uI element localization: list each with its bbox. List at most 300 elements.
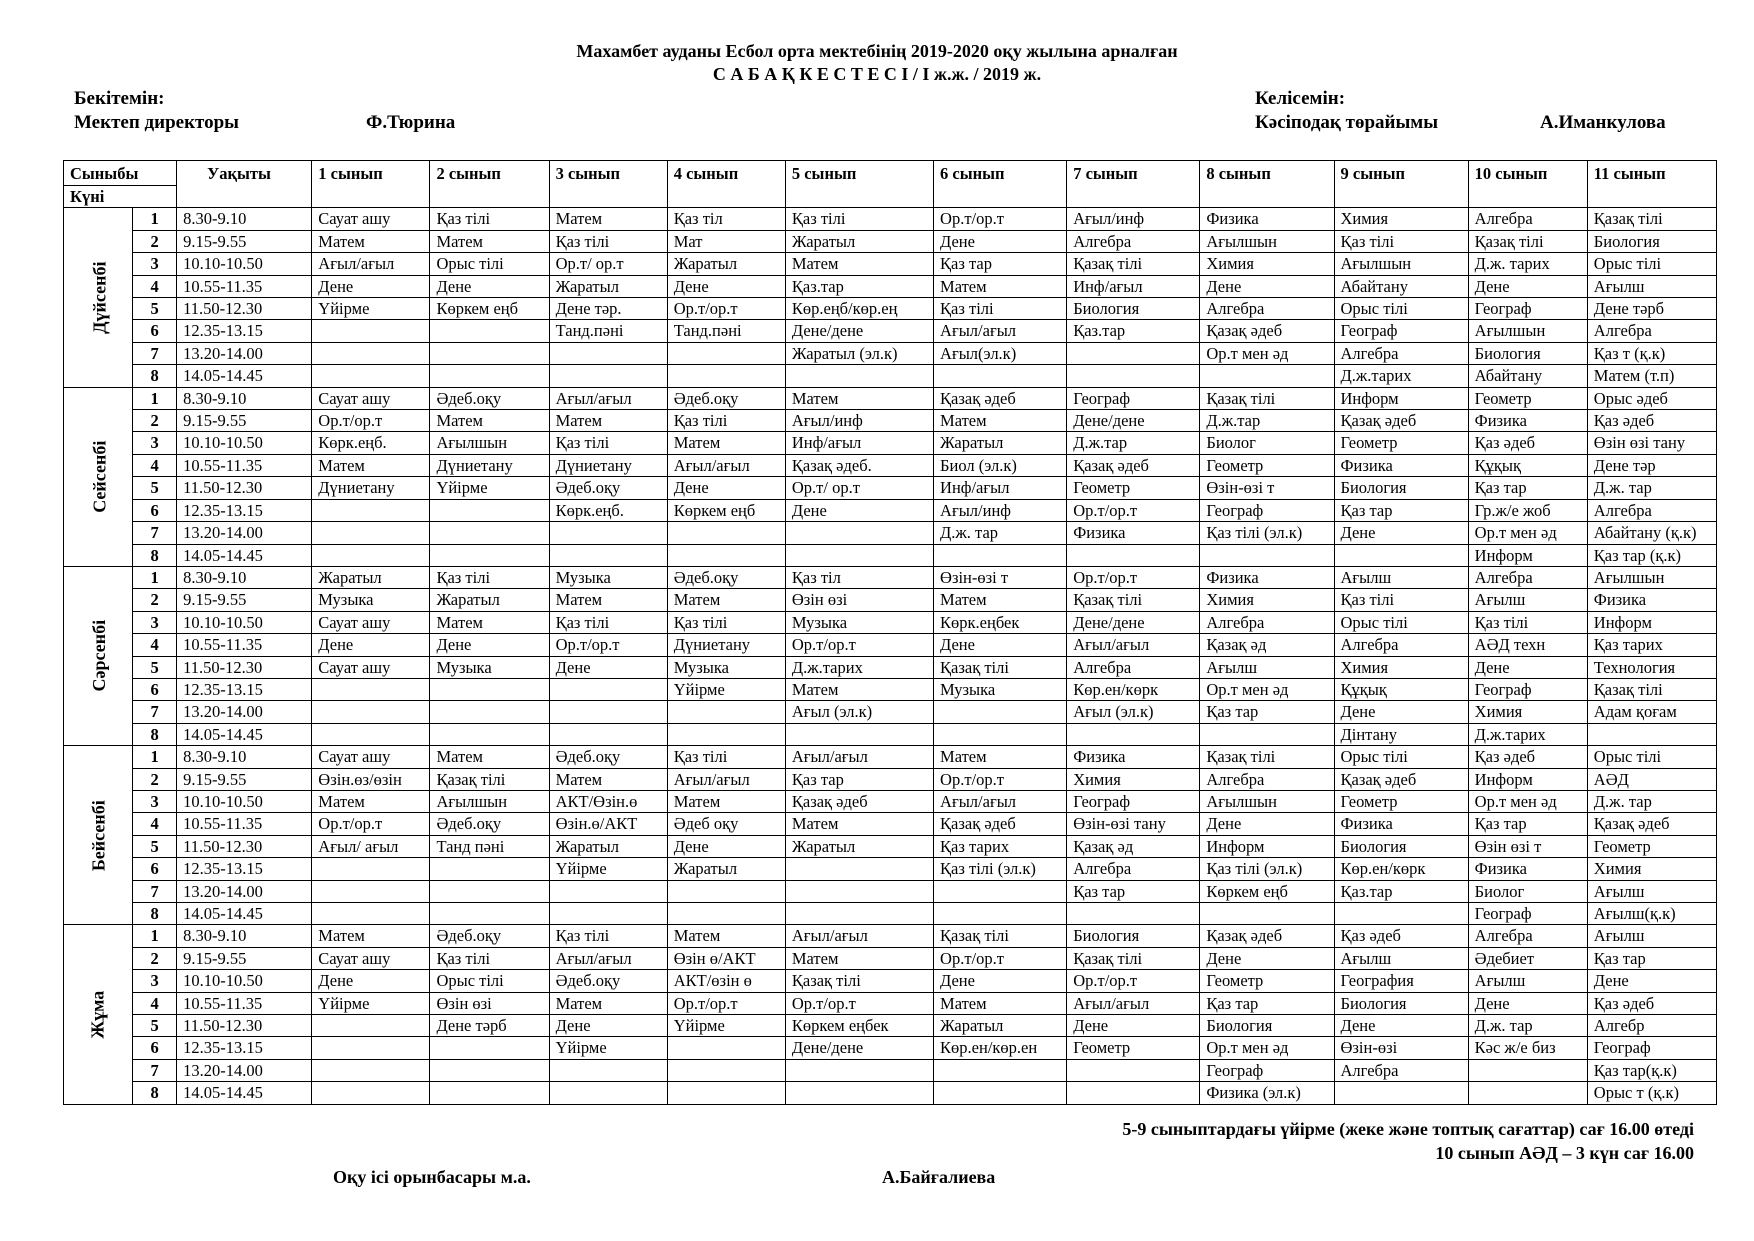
subject-cell: Дене bbox=[1587, 970, 1716, 992]
table-row bbox=[64, 947, 1717, 969]
subject-cell: Дене bbox=[785, 499, 933, 521]
subject-cell: Ағылш bbox=[1468, 970, 1587, 992]
subject-cell: Сауат ашу bbox=[312, 947, 430, 969]
subject-cell bbox=[312, 320, 430, 342]
subject-cell: Көр.ен/көрк bbox=[1067, 678, 1200, 700]
subject-cell bbox=[312, 1037, 430, 1059]
subject-cell: Ағылшын bbox=[1200, 230, 1334, 252]
subject-cell: Қазақ әд bbox=[1200, 634, 1334, 656]
subject-cell bbox=[667, 342, 785, 364]
subject-cell: Сауат ашу bbox=[312, 656, 430, 678]
lesson-time: 8.30-9.10 bbox=[177, 566, 312, 588]
subject-cell: Дене bbox=[1334, 1015, 1468, 1037]
table-row bbox=[64, 454, 1717, 476]
subject-cell bbox=[934, 903, 1067, 925]
lesson-number: 5 bbox=[133, 477, 177, 499]
subject-cell bbox=[1067, 365, 1200, 387]
table-row bbox=[64, 253, 1717, 275]
approval-role: Мектеп директоры bbox=[74, 112, 240, 133]
lesson-number: 3 bbox=[133, 432, 177, 454]
subject-cell: Ағыл/ағыл bbox=[549, 387, 667, 409]
subject-cell: Биология bbox=[1067, 925, 1200, 947]
subject-cell bbox=[1468, 1082, 1587, 1104]
subject-cell: Орыс тілі bbox=[430, 253, 549, 275]
subject-cell bbox=[934, 1059, 1067, 1081]
document-title-line-2: С А Б А Қ К Е С Т Е С І / І ж.ж. / 2019 ж. bbox=[712, 64, 1042, 84]
subject-cell: Қаз тар (қ.к) bbox=[1587, 544, 1716, 566]
subject-cell: Қазақ әдеб bbox=[1067, 454, 1200, 476]
signature-name: А.Байғалиева bbox=[882, 1167, 996, 1187]
day-name: Бейсенбі bbox=[88, 799, 109, 871]
subject-cell: Биология bbox=[1587, 230, 1716, 252]
table-row bbox=[64, 1015, 1717, 1037]
lesson-time: 12.35-13.15 bbox=[177, 320, 312, 342]
subject-cell: Ағыл/ағыл bbox=[785, 746, 933, 768]
lesson-number: 3 bbox=[133, 253, 177, 275]
subject-cell bbox=[549, 678, 667, 700]
subject-cell: Қаз тілі (эл.к) bbox=[934, 858, 1067, 880]
subject-cell: Географ bbox=[1334, 320, 1468, 342]
lesson-number: 7 bbox=[133, 701, 177, 723]
subject-cell: Қаз әдеб bbox=[1468, 432, 1587, 454]
subject-cell bbox=[549, 701, 667, 723]
subject-cell: Қаз тілі bbox=[1334, 589, 1468, 611]
subject-cell: Матем bbox=[667, 589, 785, 611]
table-row bbox=[64, 320, 1717, 342]
subject-cell bbox=[549, 903, 667, 925]
subject-cell: Қаз тар bbox=[785, 768, 933, 790]
lesson-number: 7 bbox=[133, 342, 177, 364]
subject-cell: Д.ж.тарих bbox=[1334, 365, 1468, 387]
subject-cell: Қаз тілі bbox=[785, 208, 933, 230]
subject-cell bbox=[430, 1037, 549, 1059]
subject-cell: Қаз тіл bbox=[667, 208, 785, 230]
subject-cell: Жаратыл bbox=[934, 432, 1067, 454]
table-row bbox=[64, 410, 1717, 432]
subject-cell: Қазақ әдеб bbox=[785, 790, 933, 812]
subject-cell: Ағылшын bbox=[1200, 790, 1334, 812]
lesson-number: 2 bbox=[133, 410, 177, 432]
lesson-time: 9.15-9.55 bbox=[177, 410, 312, 432]
subject-cell: Ор.т мен әд bbox=[1468, 790, 1587, 812]
subject-cell: Ағылшын bbox=[430, 790, 549, 812]
subject-cell: Д.ж. тар bbox=[1468, 1015, 1587, 1037]
header-class-7: 7 сынып bbox=[1067, 161, 1200, 208]
subject-cell: Көр.еңб/көр.ең bbox=[785, 298, 933, 320]
table-row bbox=[64, 522, 1717, 544]
lesson-number: 5 bbox=[133, 298, 177, 320]
subject-cell: Қаз тар bbox=[1334, 499, 1468, 521]
subject-cell bbox=[430, 701, 549, 723]
subject-cell bbox=[312, 365, 430, 387]
subject-cell bbox=[430, 320, 549, 342]
subject-cell bbox=[312, 522, 430, 544]
subject-cell: Дүниетану bbox=[312, 477, 430, 499]
subject-cell: Жаратыл (эл.к) bbox=[785, 342, 933, 364]
table-row bbox=[64, 432, 1717, 454]
subject-cell: Матем bbox=[934, 410, 1067, 432]
subject-cell: Жаратыл bbox=[430, 589, 549, 611]
subject-cell: Геометр bbox=[1334, 790, 1468, 812]
lesson-time: 10.55-11.35 bbox=[177, 813, 312, 835]
subject-cell: Қаз тілі bbox=[430, 566, 549, 588]
subject-cell bbox=[785, 858, 933, 880]
subject-cell: Әдеб.оқу bbox=[430, 387, 549, 409]
subject-cell: Жаратыл bbox=[785, 835, 933, 857]
subject-cell: Геометр bbox=[1587, 835, 1716, 857]
table-row bbox=[64, 835, 1717, 857]
subject-cell: Алгебра bbox=[1200, 768, 1334, 790]
subject-cell: Қаз тар bbox=[934, 253, 1067, 275]
subject-cell: Қаз тар bbox=[1587, 947, 1716, 969]
subject-cell: Д.ж.тар bbox=[1200, 410, 1334, 432]
subject-cell: Физика bbox=[1200, 208, 1334, 230]
subject-cell: Д.ж. тар bbox=[934, 522, 1067, 544]
subject-cell: Қаз тар bbox=[1200, 992, 1334, 1014]
subject-cell: Қазақ әдеб bbox=[934, 813, 1067, 835]
subject-cell: Ағылш bbox=[1587, 880, 1716, 902]
subject-cell: Қаз тар bbox=[1468, 477, 1587, 499]
subject-cell: Алгебра bbox=[1200, 298, 1334, 320]
subject-cell: Құқық bbox=[1334, 678, 1468, 700]
subject-cell: Үйірме bbox=[549, 1037, 667, 1059]
subject-cell: Абайтану bbox=[1334, 275, 1468, 297]
lesson-time: 14.05-14.45 bbox=[177, 365, 312, 387]
subject-cell bbox=[430, 544, 549, 566]
lesson-time: 12.35-13.15 bbox=[177, 1037, 312, 1059]
subject-cell: Адам қоғам bbox=[1587, 701, 1716, 723]
subject-cell: Ор.т мен әд bbox=[1468, 522, 1587, 544]
subject-cell: Қазақ тілі bbox=[1200, 387, 1334, 409]
subject-cell: Өзін-өзі т bbox=[934, 566, 1067, 588]
lesson-time: 8.30-9.10 bbox=[177, 387, 312, 409]
subject-cell: Орыс тілі bbox=[1587, 746, 1716, 768]
subject-cell bbox=[312, 1082, 430, 1104]
lesson-time: 10.10-10.50 bbox=[177, 253, 312, 275]
subject-cell bbox=[549, 1082, 667, 1104]
subject-cell: Географ bbox=[1067, 790, 1200, 812]
table-row bbox=[64, 790, 1717, 812]
subject-cell bbox=[312, 903, 430, 925]
lesson-time: 10.10-10.50 bbox=[177, 970, 312, 992]
subject-cell: Матем bbox=[312, 790, 430, 812]
lesson-number: 7 bbox=[133, 1059, 177, 1081]
subject-cell: Ор.т мен әд bbox=[1200, 342, 1334, 364]
subject-cell: Дене bbox=[549, 1015, 667, 1037]
subject-cell: Жаратыл bbox=[549, 275, 667, 297]
subject-cell: Биология bbox=[1067, 298, 1200, 320]
table-row bbox=[64, 813, 1717, 835]
subject-cell: Географ bbox=[1067, 387, 1200, 409]
subject-cell: Ор.т/ор.т bbox=[667, 298, 785, 320]
subject-cell: Ағыл (эл.к) bbox=[785, 701, 933, 723]
subject-cell: Қаз тілі bbox=[667, 611, 785, 633]
day-cell bbox=[64, 387, 133, 566]
lesson-number: 4 bbox=[133, 275, 177, 297]
subject-cell: Танд.пәні bbox=[549, 320, 667, 342]
table-row bbox=[64, 589, 1717, 611]
lesson-time: 10.10-10.50 bbox=[177, 611, 312, 633]
subject-cell: Көр.ен/көр.ен bbox=[934, 1037, 1067, 1059]
table-row bbox=[64, 365, 1717, 387]
subject-cell: Көр.ен/көрк bbox=[1334, 858, 1468, 880]
subject-cell: Әдеб.оқу bbox=[667, 387, 785, 409]
subject-cell bbox=[430, 499, 549, 521]
table-row bbox=[64, 634, 1717, 656]
subject-cell bbox=[312, 880, 430, 902]
subject-cell: Дене bbox=[312, 634, 430, 656]
lesson-time: 8.30-9.10 bbox=[177, 746, 312, 768]
subject-cell: Алгебра bbox=[1334, 1059, 1468, 1081]
subject-cell: Д.ж. тар bbox=[1587, 477, 1716, 499]
subject-cell: Матем bbox=[934, 992, 1067, 1014]
subject-cell: Әдеб.оқу bbox=[430, 813, 549, 835]
subject-cell: Дене bbox=[934, 970, 1067, 992]
subject-cell bbox=[785, 1082, 933, 1104]
subject-cell: Дінтану bbox=[1334, 723, 1468, 745]
subject-cell: Информ bbox=[1468, 768, 1587, 790]
table-row bbox=[64, 768, 1717, 790]
agreement-name: А.Иманкулова bbox=[1540, 112, 1666, 133]
subject-cell: Ор.т/ ор.т bbox=[785, 477, 933, 499]
subject-cell: Дене тәр. bbox=[549, 298, 667, 320]
agreement-label: Келісемін: bbox=[1255, 88, 1346, 109]
subject-cell: Дене/дене bbox=[785, 320, 933, 342]
subject-cell bbox=[1067, 342, 1200, 364]
subject-cell: Қаз тар bbox=[1200, 701, 1334, 723]
lesson-number: 8 bbox=[133, 723, 177, 745]
subject-cell: Өзін өзі тану bbox=[1587, 432, 1716, 454]
table-row bbox=[64, 208, 1717, 230]
subject-cell: Музыка bbox=[430, 656, 549, 678]
lesson-time: 9.15-9.55 bbox=[177, 768, 312, 790]
subject-cell bbox=[1067, 723, 1200, 745]
subject-cell: Матем bbox=[667, 432, 785, 454]
subject-cell: Гр.ж/е жоб bbox=[1468, 499, 1587, 521]
subject-cell: Қаз тілі bbox=[430, 208, 549, 230]
subject-cell: Қазақ әдеб bbox=[1200, 925, 1334, 947]
subject-cell: Дене bbox=[1334, 522, 1468, 544]
subject-cell: Матем bbox=[312, 454, 430, 476]
subject-cell: Көркем еңб bbox=[667, 499, 785, 521]
approval-name: Ф.Тюрина bbox=[366, 112, 456, 133]
subject-cell bbox=[312, 342, 430, 364]
subject-cell: Қаз әдеб bbox=[1587, 992, 1716, 1014]
subject-cell: Дене тәрб bbox=[430, 1015, 549, 1037]
subject-cell: Матем bbox=[430, 230, 549, 252]
subject-cell: Жаратыл bbox=[667, 253, 785, 275]
subject-cell: Қазақ әдеб. bbox=[785, 454, 933, 476]
subject-cell bbox=[785, 903, 933, 925]
subject-cell: Ағыл/ағыл bbox=[785, 925, 933, 947]
subject-cell bbox=[430, 858, 549, 880]
lesson-time: 13.20-14.00 bbox=[177, 342, 312, 364]
subject-cell: Дене bbox=[1200, 813, 1334, 835]
table-row bbox=[64, 678, 1717, 700]
lesson-number: 1 bbox=[133, 208, 177, 230]
subject-cell: Қаз.тар bbox=[785, 275, 933, 297]
subject-cell: Географ bbox=[1468, 903, 1587, 925]
subject-cell: Қаз тілі bbox=[667, 410, 785, 432]
lesson-number: 4 bbox=[133, 454, 177, 476]
subject-cell: Биология bbox=[1200, 1015, 1334, 1037]
lesson-time: 11.50-12.30 bbox=[177, 835, 312, 857]
lesson-number: 2 bbox=[133, 768, 177, 790]
subject-cell: Қазақ әдеб bbox=[1587, 813, 1716, 835]
subject-cell: Физика bbox=[1200, 566, 1334, 588]
subject-cell: Өзін-өзі т bbox=[1200, 477, 1334, 499]
subject-cell: Алгебра bbox=[1200, 611, 1334, 633]
subject-cell: Қаз тілі bbox=[667, 746, 785, 768]
subject-cell: Информ bbox=[1587, 611, 1716, 633]
subject-cell: Ор.т/ор.т bbox=[934, 768, 1067, 790]
subject-cell: Ағыл/ағыл bbox=[312, 253, 430, 275]
subject-cell bbox=[549, 723, 667, 745]
lesson-number: 2 bbox=[133, 230, 177, 252]
subject-cell: Алгебр bbox=[1587, 1015, 1716, 1037]
subject-cell bbox=[1067, 544, 1200, 566]
subject-cell: Қаз тілі bbox=[1468, 611, 1587, 633]
day-cell bbox=[64, 208, 133, 387]
subject-cell: Геометр bbox=[1067, 477, 1200, 499]
subject-cell: Орыс тілі bbox=[1334, 611, 1468, 633]
subject-cell: Ағылшын bbox=[430, 432, 549, 454]
subject-cell: Инф/ағыл bbox=[934, 477, 1067, 499]
header-class-11: 11 сынып bbox=[1587, 161, 1716, 208]
subject-cell: Жаратыл bbox=[549, 835, 667, 857]
subject-cell: Химия bbox=[1200, 589, 1334, 611]
subject-cell: Ағыл/ағыл bbox=[934, 320, 1067, 342]
subject-cell: Ор.т/ ор.т bbox=[549, 253, 667, 275]
subject-cell: Информ bbox=[1334, 387, 1468, 409]
lesson-number: 4 bbox=[133, 634, 177, 656]
subject-cell bbox=[934, 365, 1067, 387]
subject-cell: Физика bbox=[1334, 454, 1468, 476]
subject-cell: Алгебра bbox=[1067, 230, 1200, 252]
subject-cell bbox=[667, 522, 785, 544]
header-class-4: 4 сынып bbox=[667, 161, 785, 208]
subject-cell: Геометр bbox=[1200, 970, 1334, 992]
subject-cell: Ағылш bbox=[1334, 947, 1468, 969]
subject-cell bbox=[1200, 723, 1334, 745]
table-row bbox=[64, 903, 1717, 925]
subject-cell: Әдеб.оқу bbox=[549, 477, 667, 499]
subject-cell bbox=[430, 678, 549, 700]
lesson-time: 9.15-9.55 bbox=[177, 230, 312, 252]
subject-cell: Жаратыл bbox=[785, 230, 933, 252]
subject-cell: Орыс тілі bbox=[430, 970, 549, 992]
subject-cell: Музыка bbox=[785, 611, 933, 633]
subject-cell bbox=[312, 544, 430, 566]
lesson-number: 6 bbox=[133, 678, 177, 700]
subject-cell: Қазақ тілі bbox=[1587, 208, 1716, 230]
subject-cell: Информ bbox=[1468, 544, 1587, 566]
subject-cell: Физика bbox=[1468, 858, 1587, 880]
note-line-2: 10 сынып АӘД – 3 күн сағ 16.00 bbox=[1435, 1143, 1694, 1163]
schedule-body bbox=[64, 208, 1717, 1104]
agreement-role: Кәсіподақ төрайымы bbox=[1255, 112, 1439, 133]
subject-cell: Дене bbox=[430, 634, 549, 656]
subject-cell: Дүниетану bbox=[430, 454, 549, 476]
header-day-label: Күні bbox=[64, 186, 177, 208]
subject-cell: Дене/дене bbox=[1067, 410, 1200, 432]
lesson-time: 11.50-12.30 bbox=[177, 298, 312, 320]
subject-cell: Географ bbox=[1468, 678, 1587, 700]
subject-cell bbox=[312, 858, 430, 880]
subject-cell bbox=[667, 903, 785, 925]
subject-cell: Д.ж.тарих bbox=[1468, 723, 1587, 745]
subject-cell: Матем bbox=[430, 611, 549, 633]
subject-cell bbox=[430, 1082, 549, 1104]
lesson-number: 2 bbox=[133, 947, 177, 969]
lesson-number: 3 bbox=[133, 790, 177, 812]
subject-cell bbox=[312, 1015, 430, 1037]
subject-cell: Матем bbox=[549, 992, 667, 1014]
subject-cell: Д.ж.тар bbox=[1067, 432, 1200, 454]
subject-cell: Орыс әдеб bbox=[1587, 387, 1716, 409]
subject-cell: Қаз тар(қ.к) bbox=[1587, 1059, 1716, 1081]
lesson-time: 13.20-14.00 bbox=[177, 522, 312, 544]
lesson-time: 14.05-14.45 bbox=[177, 1082, 312, 1104]
subject-cell: Әдебиет bbox=[1468, 947, 1587, 969]
subject-cell: Қаз тілі bbox=[549, 925, 667, 947]
subject-cell: Дене bbox=[1200, 275, 1334, 297]
subject-cell: Д.ж.тарих bbox=[785, 656, 933, 678]
subject-cell: Үйірме bbox=[667, 1015, 785, 1037]
subject-cell: Дене bbox=[1334, 701, 1468, 723]
note-line-1: 5-9 сыныптардағы үйірме (жеке және топтық сағаттар) сағ 16.00 өтеді bbox=[1122, 1119, 1694, 1139]
subject-cell: Қазақ тілі bbox=[1067, 253, 1200, 275]
lesson-time: 11.50-12.30 bbox=[177, 1015, 312, 1037]
subject-cell: Дене bbox=[934, 230, 1067, 252]
subject-cell: Д.ж. тар bbox=[1587, 790, 1716, 812]
subject-cell: Ор.т/ор.т bbox=[549, 634, 667, 656]
lesson-number: 6 bbox=[133, 320, 177, 342]
subject-cell: Өзін.ө/АКТ bbox=[549, 813, 667, 835]
subject-cell: Орыс т (қ.к) bbox=[1587, 1082, 1716, 1104]
lesson-number: 8 bbox=[133, 365, 177, 387]
subject-cell: Дене bbox=[667, 835, 785, 857]
subject-cell bbox=[549, 880, 667, 902]
table-row bbox=[64, 342, 1717, 364]
subject-cell: Қазақ тілі bbox=[934, 925, 1067, 947]
subject-cell bbox=[934, 701, 1067, 723]
subject-cell bbox=[430, 342, 549, 364]
subject-cell: Ағыл/ ағыл bbox=[312, 835, 430, 857]
subject-cell: Ағылш bbox=[1587, 275, 1716, 297]
subject-cell bbox=[1200, 365, 1334, 387]
subject-cell: Матем bbox=[934, 746, 1067, 768]
day-name: Сәрсенбі bbox=[89, 620, 110, 692]
subject-cell: Өзін ө/АКТ bbox=[667, 947, 785, 969]
subject-cell: Ор.т/ор.т bbox=[934, 947, 1067, 969]
subject-cell: Қаз тар bbox=[1468, 813, 1587, 835]
subject-cell: Алгебра bbox=[1468, 208, 1587, 230]
subject-cell: Ор.т/ор.т bbox=[785, 992, 933, 1014]
lesson-number: 3 bbox=[133, 970, 177, 992]
subject-cell: Қаз.тар bbox=[1334, 880, 1468, 902]
subject-cell: Ағылш bbox=[1468, 589, 1587, 611]
subject-cell: Ағыл/инф bbox=[1067, 208, 1200, 230]
subject-cell: Матем bbox=[549, 589, 667, 611]
table-row bbox=[64, 858, 1717, 880]
subject-cell: Химия bbox=[1334, 656, 1468, 678]
lesson-number: 6 bbox=[133, 1037, 177, 1059]
subject-cell: Технология bbox=[1587, 656, 1716, 678]
subject-cell bbox=[312, 723, 430, 745]
subject-cell: Дене bbox=[312, 970, 430, 992]
table-row bbox=[64, 1059, 1717, 1081]
